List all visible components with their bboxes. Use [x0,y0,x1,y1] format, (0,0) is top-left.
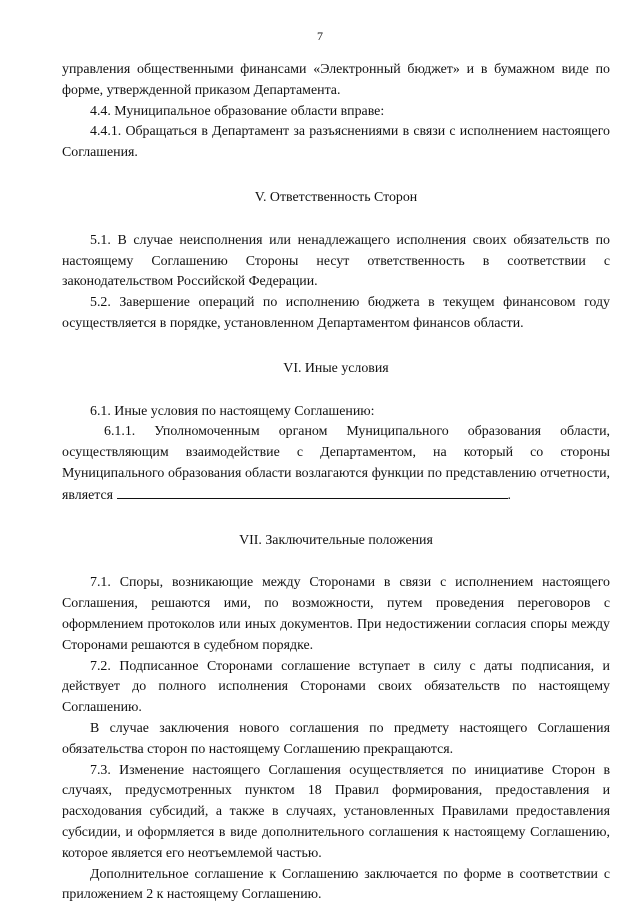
fill-in-line [117,485,508,499]
section-heading-v: V. Ответственность Сторон [62,188,610,209]
document-body [62,60,610,906]
paragraph-4-4: 4.4. Муниципальное образование области вправе: [62,102,610,123]
paragraph-7-3: 7.3. Изменение настоящего Соглашения осуществляется по инициативе Сторон в случаях, предусмотренных пунктом 18 Правил формирования, предоставления и расходования субсидий, а также в случаях, установленных Правилами предоставления субсидии, и оформляется в виде дополнительного соглашения к настоящему Соглашению, которое является его неотъемлемой частью. [62,761,610,865]
paragraph-7-3b: Дополнительное соглашение к Соглашению заключается по форме в соответствии с приложением 2 к настоящему Соглашению. [62,865,610,906]
paragraph-7-1: 7.1. Споры, возникающие между Сторонами в связи с исполнением настоящего Соглашения, решаются ими, по возможности, путем проведения переговоров с оформлением протоколов или иных документов. При недостижении согласия споры между Сторонами решаются в судебном порядке. [62,573,610,656]
section-heading-vi: VI. Иные условия [62,359,610,380]
paragraph-7-2: 7.2. Подписанное Сторонами соглашение вступает в силу с даты подписания, и действует до полного исполнения Сторонами своих обязательств по настоящему Соглашению. [62,657,610,719]
paragraph-5-2: 5.2. Завершение операций по исполнению бюджета в текущем финансовом году осуществляется в порядке, установленном Департаментом финансов области. [62,293,610,335]
paragraph-6-1-1-end: . [508,488,511,503]
paragraph-4-4-1: 4.4.1. Обращаться в Департамент за разъяснениями в связи с исполнением настоящего Соглашения. [62,122,610,164]
paragraph-6-1: 6.1. Иные условия по настоящему Соглашению: [62,402,610,423]
page-number: 7 [0,29,640,44]
paragraph-5-1: 5.1. В случае неисполнения или ненадлежащего исполнения своих обязательств по настоящему Соглашению Стороны несут ответственность в соответствии с законодательством Российской Федерации. [62,231,610,293]
paragraph-6-1-1 [62,422,610,506]
paragraph-intro: управления общественными финансами «Электронный бюджет» и в бумажном виде по форме, утвержденной приказом Департамента. [62,60,610,102]
section-heading-vii: VII. Заключительные положения [62,531,610,552]
paragraph-7-2b: В случае заключения нового соглашения по предмету настоящего Соглашения обязательства сторон по настоящему Соглашению прекращаются. [62,719,610,761]
paragraph-6-1-1-text: 6.1.1. Уполномоченным органом Муниципального образования области, осуществляющим взаимодействие с Департаментом, на который со стороны Муниципального образования области возлагаются функции по представлению отчетности, является [62,424,610,502]
